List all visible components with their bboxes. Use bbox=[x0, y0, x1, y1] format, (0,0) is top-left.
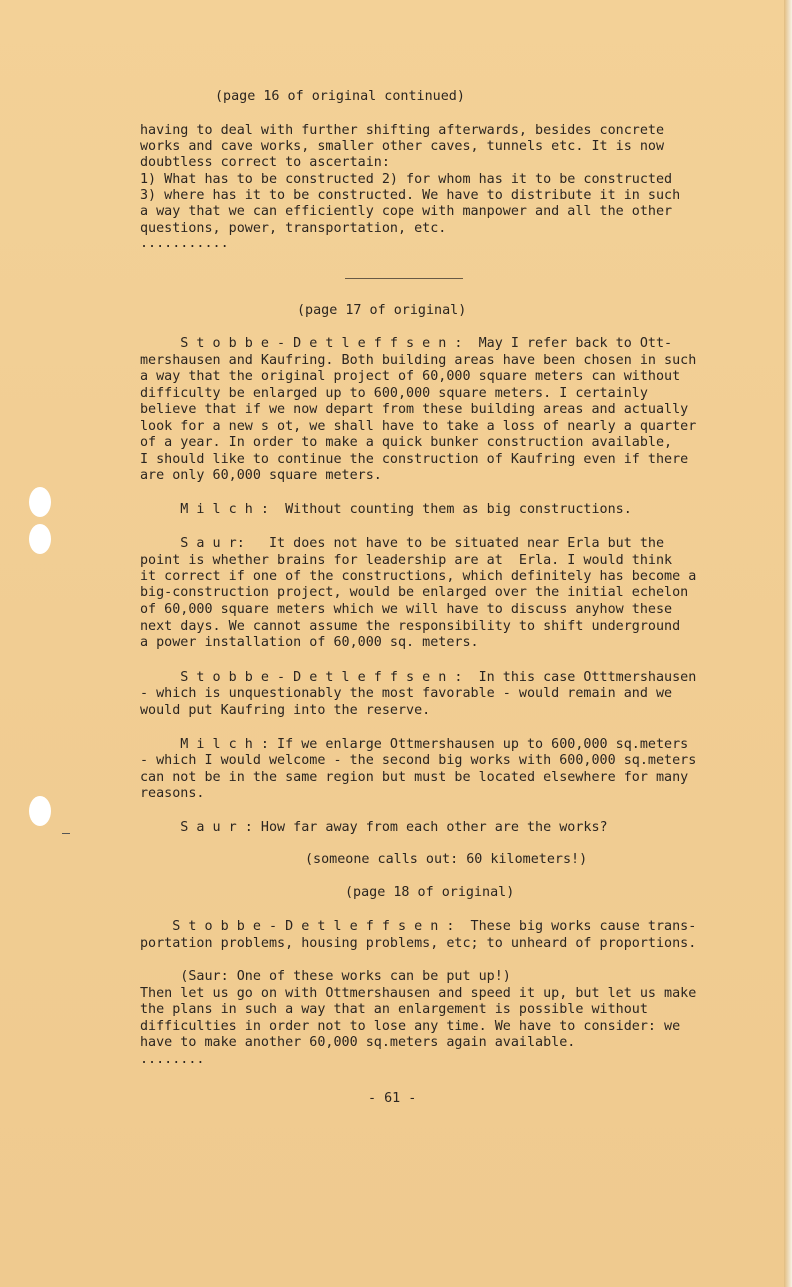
text-line: S a u r : How far away from each other are the works? bbox=[140, 820, 608, 835]
text-line: 3) where has it to be constructed. We have to distribute it in such bbox=[140, 188, 681, 203]
punch-hole bbox=[29, 524, 51, 554]
text-line: questions, power, transportation, etc. bbox=[140, 221, 447, 236]
punch-hole bbox=[29, 796, 51, 826]
text-line: ........... bbox=[140, 236, 229, 251]
text-line: would put Kaufring into the reserve. bbox=[140, 703, 431, 718]
text-line: a way that the original project of 60,000 square meters can without bbox=[140, 369, 681, 384]
text-line: portation problems, housing problems, etc; to unheard of proportions. bbox=[140, 936, 697, 951]
text-line: are only 60,000 square meters. bbox=[140, 468, 382, 483]
text-line: (Saur: One of these works can be put up!) bbox=[140, 969, 511, 984]
text-line: big-construction project, would be enlarged over the initial echelon bbox=[140, 585, 689, 600]
text-line: a power installation of 60,000 sq. meters. bbox=[140, 635, 479, 650]
text-line: M i l c h : Without counting them as big constructions. bbox=[140, 502, 632, 517]
text-line: of a year. In order to make a quick bunker construction available, bbox=[140, 435, 673, 450]
text-line: have to make another 60,000 sq.meters again available. bbox=[140, 1035, 576, 1050]
text-line: doubtless correct to ascertain: bbox=[140, 155, 390, 170]
page-number: - 61 - bbox=[368, 1091, 417, 1106]
text-line: ........ bbox=[140, 1052, 205, 1067]
text-line: point is whether brains for leadership are at Erla. I would think bbox=[140, 553, 673, 568]
page-edge bbox=[784, 0, 792, 1287]
text-line: next days. We cannot assume the responsibility to shift underground bbox=[140, 619, 681, 634]
text-line: can not be in the same region but must be located elsewhere for many bbox=[140, 770, 689, 785]
text-line: - which I would welcome - the second big works with 600,000 sq.meters bbox=[140, 753, 697, 768]
text-line: it correct if one of the constructions, which definitely has become a bbox=[140, 569, 697, 584]
text-line: look for a new s ot, we shall have to take a loss of nearly a quarter bbox=[140, 419, 697, 434]
section-divider bbox=[345, 278, 463, 279]
text-line: works and cave works, smaller other caves, tunnels etc. It is now bbox=[140, 139, 665, 154]
margin-mark bbox=[62, 833, 70, 834]
text-line: M i l c h : If we enlarge Ottmershausen up to 600,000 sq.meters bbox=[140, 737, 689, 752]
text-line: having to deal with further shifting afterwards, besides concrete bbox=[140, 123, 665, 138]
callout-note: (someone calls out: 60 kilometers!) bbox=[305, 852, 588, 867]
text-line: S t o b b e - D e t l e f f s e n : In this case Otttmershausen bbox=[140, 670, 697, 685]
punch-hole bbox=[29, 487, 51, 517]
text-line: mershausen and Kaufring. Both building areas have been chosen in such bbox=[140, 353, 697, 368]
text-line: difficulty be enlarged up to 600,000 square meters. I certainly bbox=[140, 386, 648, 401]
text-line: 1) What has to be constructed 2) for whom has it to be constructed bbox=[140, 172, 673, 187]
text-line: difficulties in order not to lose any time. We have to consider: we bbox=[140, 1019, 681, 1034]
text-line: S t o b b e - D e t l e f f s e n : These big works cause trans- bbox=[140, 919, 697, 934]
text-line: a way that we can efficiently cope with manpower and all the other bbox=[140, 204, 673, 219]
page-header-continued: (page 16 of original continued) bbox=[215, 89, 465, 104]
text-line: believe that if we now depart from these building areas and actually bbox=[140, 402, 689, 417]
page-header: (page 18 of original) bbox=[345, 885, 515, 900]
text-line: Then let us go on with Ottmershausen and speed it up, but let us make bbox=[140, 986, 697, 1001]
text-line: I should like to continue the construction of Kaufring even if there bbox=[140, 452, 689, 467]
page-header: (page 17 of original) bbox=[297, 303, 467, 318]
text-line: reasons. bbox=[140, 786, 205, 801]
text-line: the plans in such a way that an enlargement is possible without bbox=[140, 1002, 648, 1017]
text-line: S a u r: It does not have to be situated near Erla but the bbox=[140, 536, 665, 551]
text-line: of 60,000 square meters which we will have to discuss anyhow these bbox=[140, 602, 673, 617]
text-line: - which is unquestionably the most favorable - would remain and we bbox=[140, 686, 673, 701]
text-line: S t o b b e - D e t l e f f s e n : May I refer back to Ott- bbox=[140, 336, 673, 351]
